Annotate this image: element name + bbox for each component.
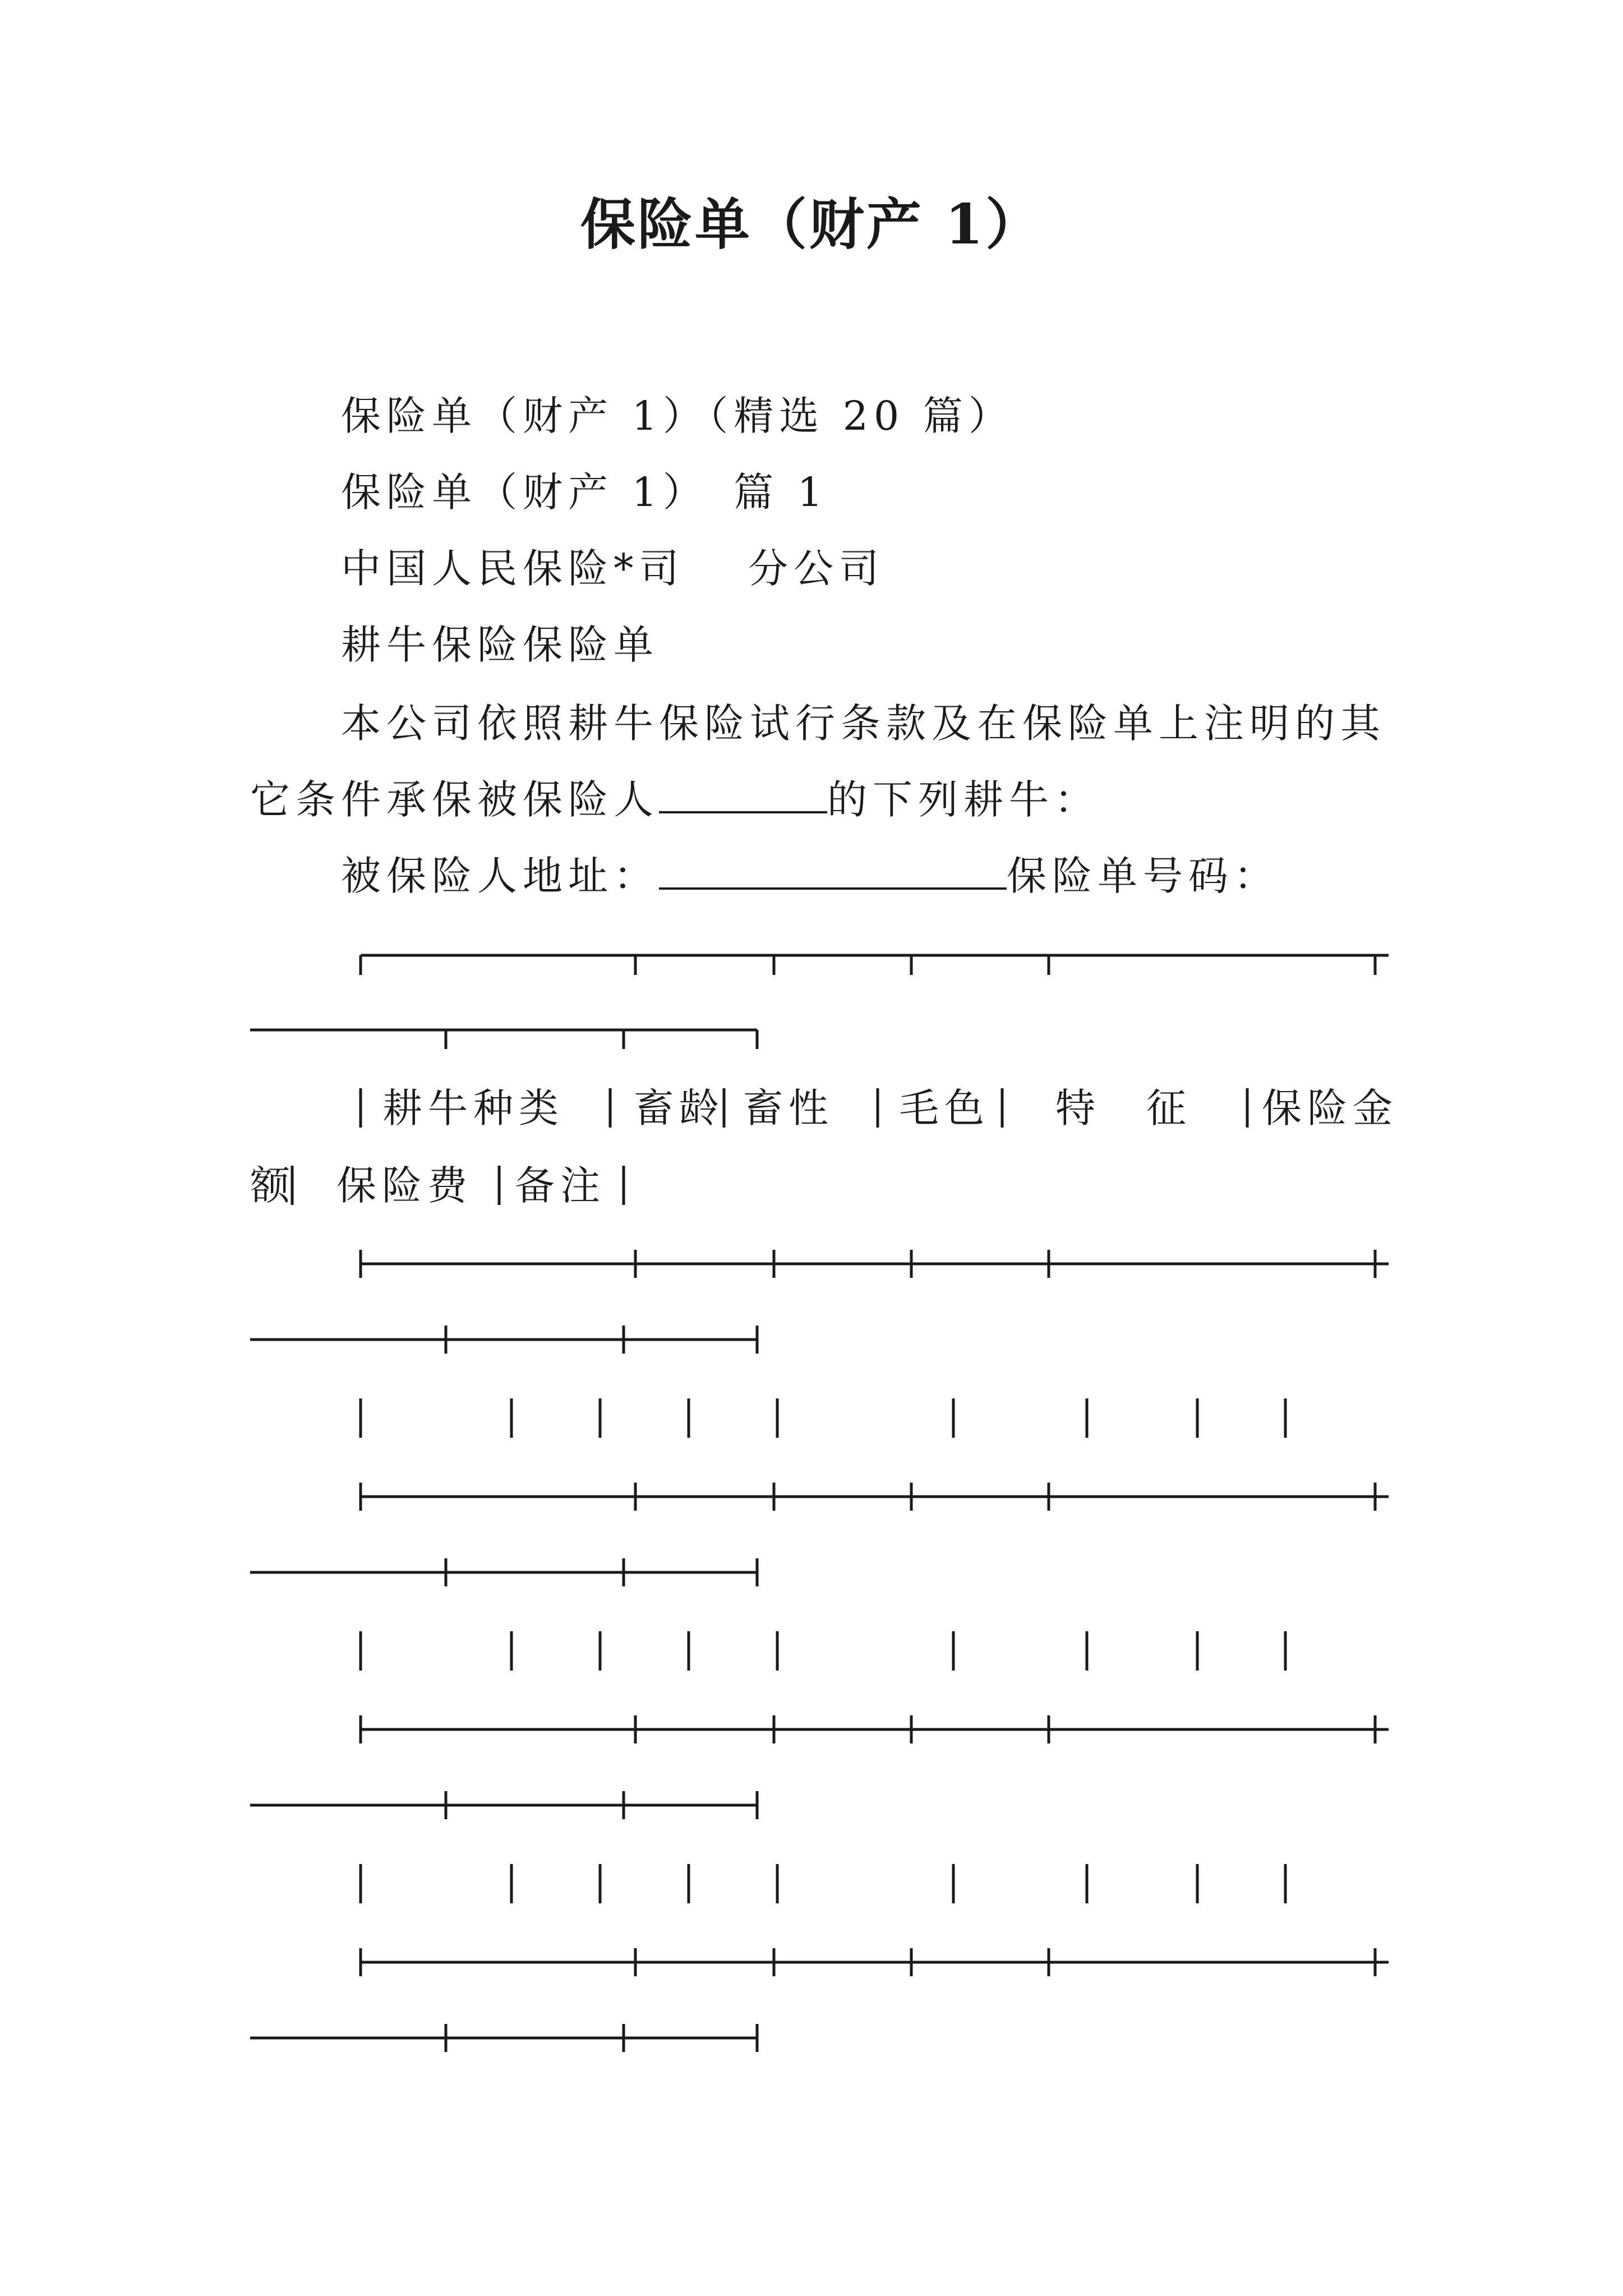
header-remarks: 备注	[515, 1162, 606, 1209]
paragraph-text-2: 的下列耕牛：	[827, 776, 1100, 823]
header-premium: 保险费	[336, 1162, 473, 1209]
header-color: 毛色	[899, 1085, 990, 1131]
table-empty-row-3	[361, 1864, 1285, 1903]
table-separator-3	[250, 1715, 1389, 1819]
section-heading: 保险单（财产 1） 篇 1	[341, 469, 828, 516]
policy-name: 耕牛保险保险单	[341, 622, 660, 668]
header-sex: 畜性	[743, 1085, 834, 1131]
page-title: 保险单（财产 1）	[580, 192, 1043, 257]
paragraph-text-1: 本公司依照耕牛保险试行条款及在保险单上注明的其它条件承保被保险人	[250, 700, 1386, 823]
table-separator-1	[250, 1250, 1389, 1354]
subtitle-line: 保险单（财产 1）（精选 20 篇）	[341, 393, 1014, 439]
table-empty-row-2	[361, 1631, 1285, 1671]
header-breed: 耕牛种类	[382, 1085, 565, 1131]
table-separator-2	[250, 1483, 1389, 1586]
table-separator-4	[250, 1948, 1389, 2052]
company-line: 中国人民保险*司 分公司	[341, 545, 885, 592]
header-sum-insured-cont: 额	[250, 1162, 296, 1209]
header-age: 畜龄	[634, 1085, 725, 1131]
header-features: 特 征	[1055, 1085, 1192, 1131]
table-top-border	[250, 955, 1389, 1049]
header-sum-insured: 保险金	[1262, 1085, 1399, 1131]
table-empty-row-1	[361, 1398, 1285, 1438]
policy-number-label: 保险单号码：	[1007, 853, 1280, 899]
address-label: 被保险人地址：	[341, 853, 660, 899]
